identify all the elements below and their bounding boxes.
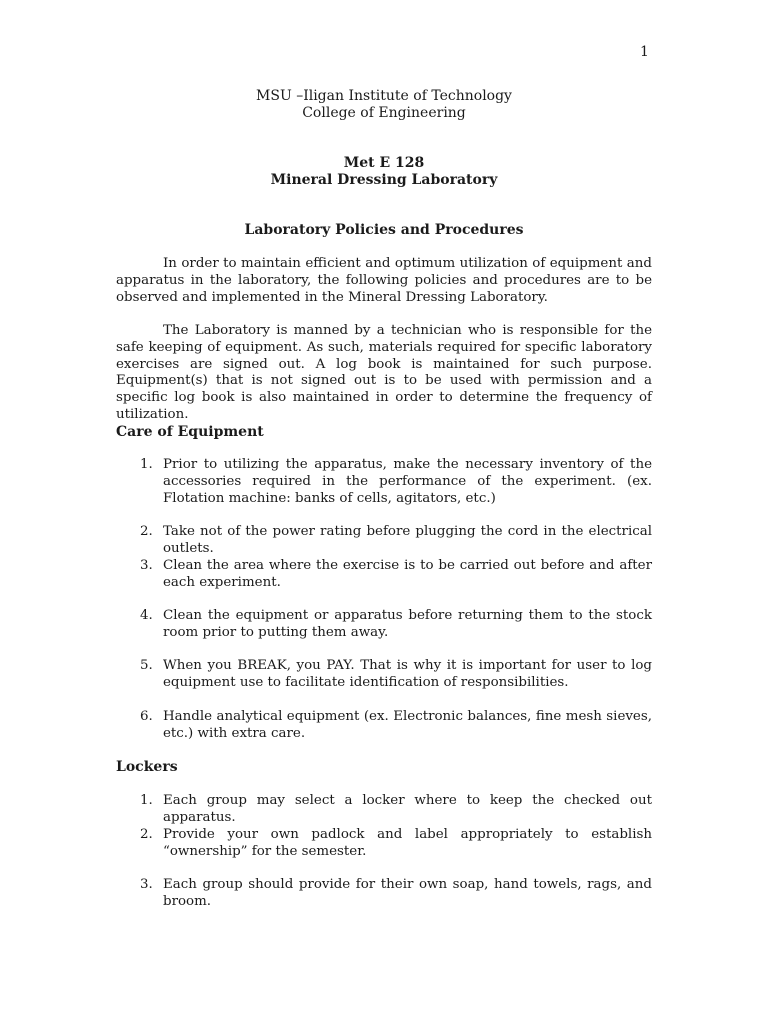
intro-paragraph: The Laboratory is manned by a technician who is responsible for the safe keeping of equipment. As such, materials required for specific laboratory exercises are signed out. A log book is maintained for such purpose. Equipment(s) that is not signed out is to be used with permission and a specific log book is also maintained in order to determine the frequency of utilization.	[116, 323, 652, 422]
list-item	[116, 709, 652, 743]
page-number: 1	[640, 44, 649, 60]
intro-paragraph: In order to maintain efficient and optimum utilization of equipment and apparatus in the laboratory, the following policies and procedures are to be observed and implemented in the Mineral Dressing Laboratory.	[116, 256, 652, 305]
list-item-text: Take not of the power rating before plugging the cord in the electrical outlets.	[163, 524, 652, 556]
document-title: Laboratory Policies and Procedures	[244, 222, 524, 238]
list-item-number: 4.	[140, 608, 153, 623]
list-item	[116, 827, 652, 861]
section-heading-care-of-equipment: Care of Equipment	[116, 424, 264, 440]
list-item	[116, 658, 652, 692]
list-item-number: 1.	[140, 457, 153, 472]
institution-name: MSU –Iligan Institute of Technology	[256, 88, 512, 104]
list-item	[116, 457, 652, 507]
list-item-number: 3.	[140, 877, 153, 892]
list-item-text: Clean the equipment or apparatus before returning them to the stock room prior to putting them away.	[163, 608, 652, 640]
college-name: College of Engineering	[302, 105, 466, 121]
list-item-number: 2.	[140, 524, 153, 539]
list-item	[116, 524, 652, 558]
list-item	[116, 558, 652, 592]
list-item-number: 6.	[140, 709, 153, 724]
list-item	[116, 877, 652, 911]
list-item	[116, 793, 652, 827]
list-item-text: Each group should provide for their own soap, hand towels, rags, and broom.	[163, 877, 652, 909]
course-header	[116, 155, 652, 189]
list-item-text: Provide your own padlock and label appropriately to establish “ownership” for the semester.	[163, 827, 652, 859]
list-item-text: Handle analytical equipment (ex. Electronic balances, fine mesh sieves, etc.) with extra care.	[163, 709, 652, 741]
list-item-number: 2.	[140, 827, 153, 842]
list-item-number: 3.	[140, 558, 153, 573]
course-code: Met E 128	[343, 155, 425, 171]
list-item-text: Prior to utilizing the apparatus, make the necessary inventory of the accessories required in the performance of the experiment. (ex. Flotation machine: banks of cells, agitators, etc.)	[163, 457, 652, 506]
list-item	[116, 608, 652, 642]
list-item-number: 1.	[140, 793, 153, 808]
section-heading-lockers: Lockers	[116, 759, 178, 775]
list-item-text: Clean the area where the exercise is to be carried out before and after each experiment.	[163, 558, 652, 590]
course-name: Mineral Dressing Laboratory	[270, 172, 498, 188]
list-item-number: 5.	[140, 658, 153, 673]
list-item-text: Each group may select a locker where to keep the checked out apparatus.	[163, 793, 652, 825]
list-item-text: When you BREAK, you PAY. That is why it is important for user to log equipment use to facilitate identification of responsibilities.	[163, 658, 652, 690]
institution-header	[116, 88, 652, 122]
